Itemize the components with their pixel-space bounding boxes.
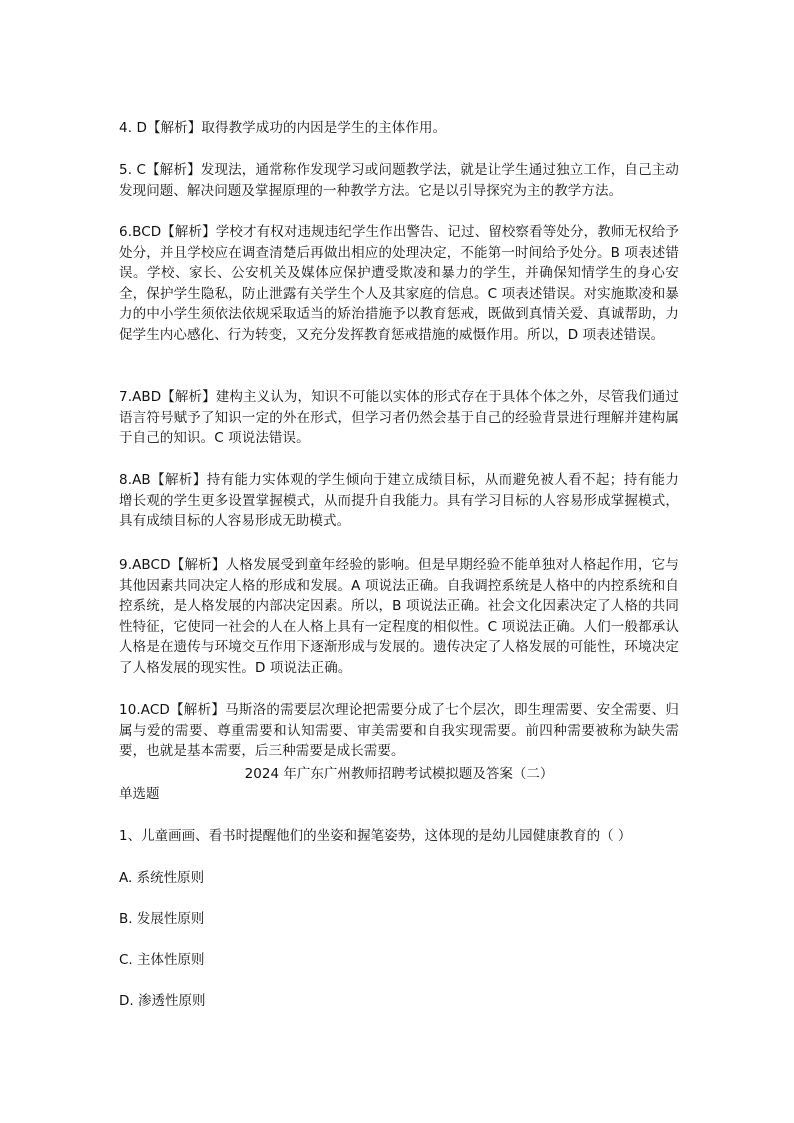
answer-label: 5. C【解析】 [119, 162, 201, 178]
option-c: C. 主体性原则 [119, 952, 205, 968]
answer-text: 马斯洛的需要层次理论把需要分成了七个层次，即生理需要、安全需要、归属与爱的需要、尊重需要和认知需要、审美需要和自我实现需要。前四种需要被称为缺失需要，也就是基本需要，后三种需要是成长需要。 [119, 702, 679, 759]
answer-label: 6.BCD【解析】 [119, 224, 216, 240]
answer-text: 学校才有权对违规违纪学生作出警告、记过、留校察看等处分，教师无权给予处分，并且学校应在调查清楚后再做出相应的处理决定，不能第一时间给予处分。B 项表述错误。学校、家长、公安机关及媒体应保护遭受欺凌和暴力的学生，并确保知情学生的身心安全，保护学生隐私，防止泄露有关学生个人及其家庭的信息。C 项表述错误。对实施欺凌和暴力的中小学生须依法依规采取适当的矫治措施予以教育惩戒，既做到真情关爱、真诚帮助，力促学生内心感化、行为转变，又充分发挥教育惩戒措施的威慑作用。所以，D 项表述错误。 [119, 224, 679, 343]
answer-text: 人格发展受到童年经验的影响。但是早期经验不能单独对人格起作用，它与其他因素共同决定人格的形成和发展。A 项说法正确。自我调控系统是人格中的内控系统和自控系统，是人格发展的内部决定因素。所以，B 项说法正确。社会文化因素决定了人格的共同性特征，它使同一社会的人在人格上具有一定程度的相似性。C 项说法正确。人们一般都承认人格是在遗传与环境交互作用下逐渐形成与发展的。遗传决定了人格发展的可能性，环境决定了人格发展的现实性。D 项说法正确。 [119, 557, 679, 676]
option-d: D. 渗透性原则 [119, 993, 206, 1009]
answer-7 [119, 387, 679, 449]
answer-text: 取得教学成功的内因是学生的主体作用。 [201, 120, 447, 136]
option-b: B. 发展性原则 [119, 911, 205, 927]
answer-9 [119, 555, 679, 678]
answer-label: 4. D【解析】 [119, 120, 202, 136]
question-stem: 1、儿童画画、看书时提醒他们的坐姿和握笔姿势，这体现的是幼儿园健康教育的（ ） [119, 828, 632, 844]
answer-label: 9.ABCD【解析】 [119, 557, 226, 573]
option-a: A. 系统性原则 [119, 870, 205, 886]
answer-6 [119, 222, 679, 345]
answer-label: 8.AB【解析】 [119, 472, 207, 488]
answer-4 [119, 118, 679, 139]
answer-8 [119, 470, 679, 532]
answer-text: 持有能力实体观的学生倾向于建立成绩目标，从而避免被人看不起；持有能力增长观的学生更多设置掌握模式，从而提升自我能力。具有学习目标的人容易形成掌握模式，具有成绩目标的人容易形成无助模式。 [119, 472, 679, 529]
answer-10 [119, 700, 679, 762]
section-heading: 单选题 [119, 786, 160, 802]
answer-label: 10.ACD【解析】 [119, 702, 226, 718]
answer-label: 7.ABD【解析】 [119, 389, 216, 405]
answer-text: 发现法，通常称作发现学习或问题教学法，就是让学生通过独立工作，自己主动发现问题、解决问题及掌握原理的一种教学方法。它是以引导探究为主的教学方法。 [119, 162, 680, 199]
answer-text: 建构主义认为，知识不可能以实体的形式存在于具体个体之外，尽管我们通过语言符号赋予了知识一定的外在形式，但学习者仍然会基于自己的经验背景进行理解并建构属于自己的知识。C 项说法错误。 [119, 389, 679, 446]
exam-title: 2024 年广东广州教师招聘考试模拟题及答案（二） [244, 766, 554, 782]
answer-5 [119, 160, 679, 201]
